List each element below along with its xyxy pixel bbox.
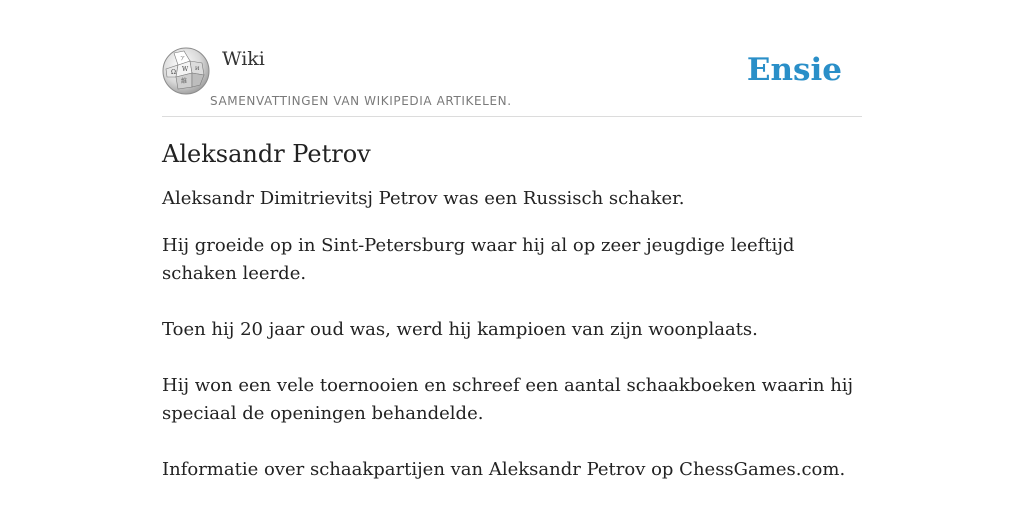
- svg-text:維: 維: [181, 78, 188, 85]
- site-header: [162, 44, 862, 117]
- article-content: [162, 138, 862, 512]
- site-tagline: SAMENVATTINGEN VAN WIKIPEDIA ARTIKELEN.: [210, 94, 512, 108]
- svg-text:Ω: Ω: [171, 69, 176, 76]
- svg-text:И: И: [195, 66, 200, 72]
- svg-text:W: W: [182, 66, 189, 73]
- wikipedia-globe-icon[interactable]: [162, 47, 210, 95]
- article-paragraph: Hij groeide op in Sint-Petersburg waar hij al op zeer jeugdige leeftijd schaken leerde.: [162, 235, 795, 284]
- article-paragraph: Toen hij 20 jaar oud was, werd hij kampioen van zijn woonplaats.: [162, 319, 758, 340]
- site-brand[interactable]: Wiki: [222, 48, 265, 70]
- article-paragraph: Informatie over schaakpartijen van Aleksandr Petrov op ChessGames.com.: [162, 459, 846, 480]
- article-paragraph: Aleksandr Dimitrievitsj Petrov was een Russisch schaker.: [162, 188, 685, 209]
- ensie-logo-link[interactable]: Ensie: [746, 52, 842, 88]
- svg-text:ア: ア: [180, 56, 186, 62]
- article-paragraph: Hij won een vele toernooien en schreef een aantal schaakboeken waarin hij speciaal de openingen behandelde.: [162, 375, 854, 424]
- article-title: Aleksandr Petrov: [162, 140, 371, 168]
